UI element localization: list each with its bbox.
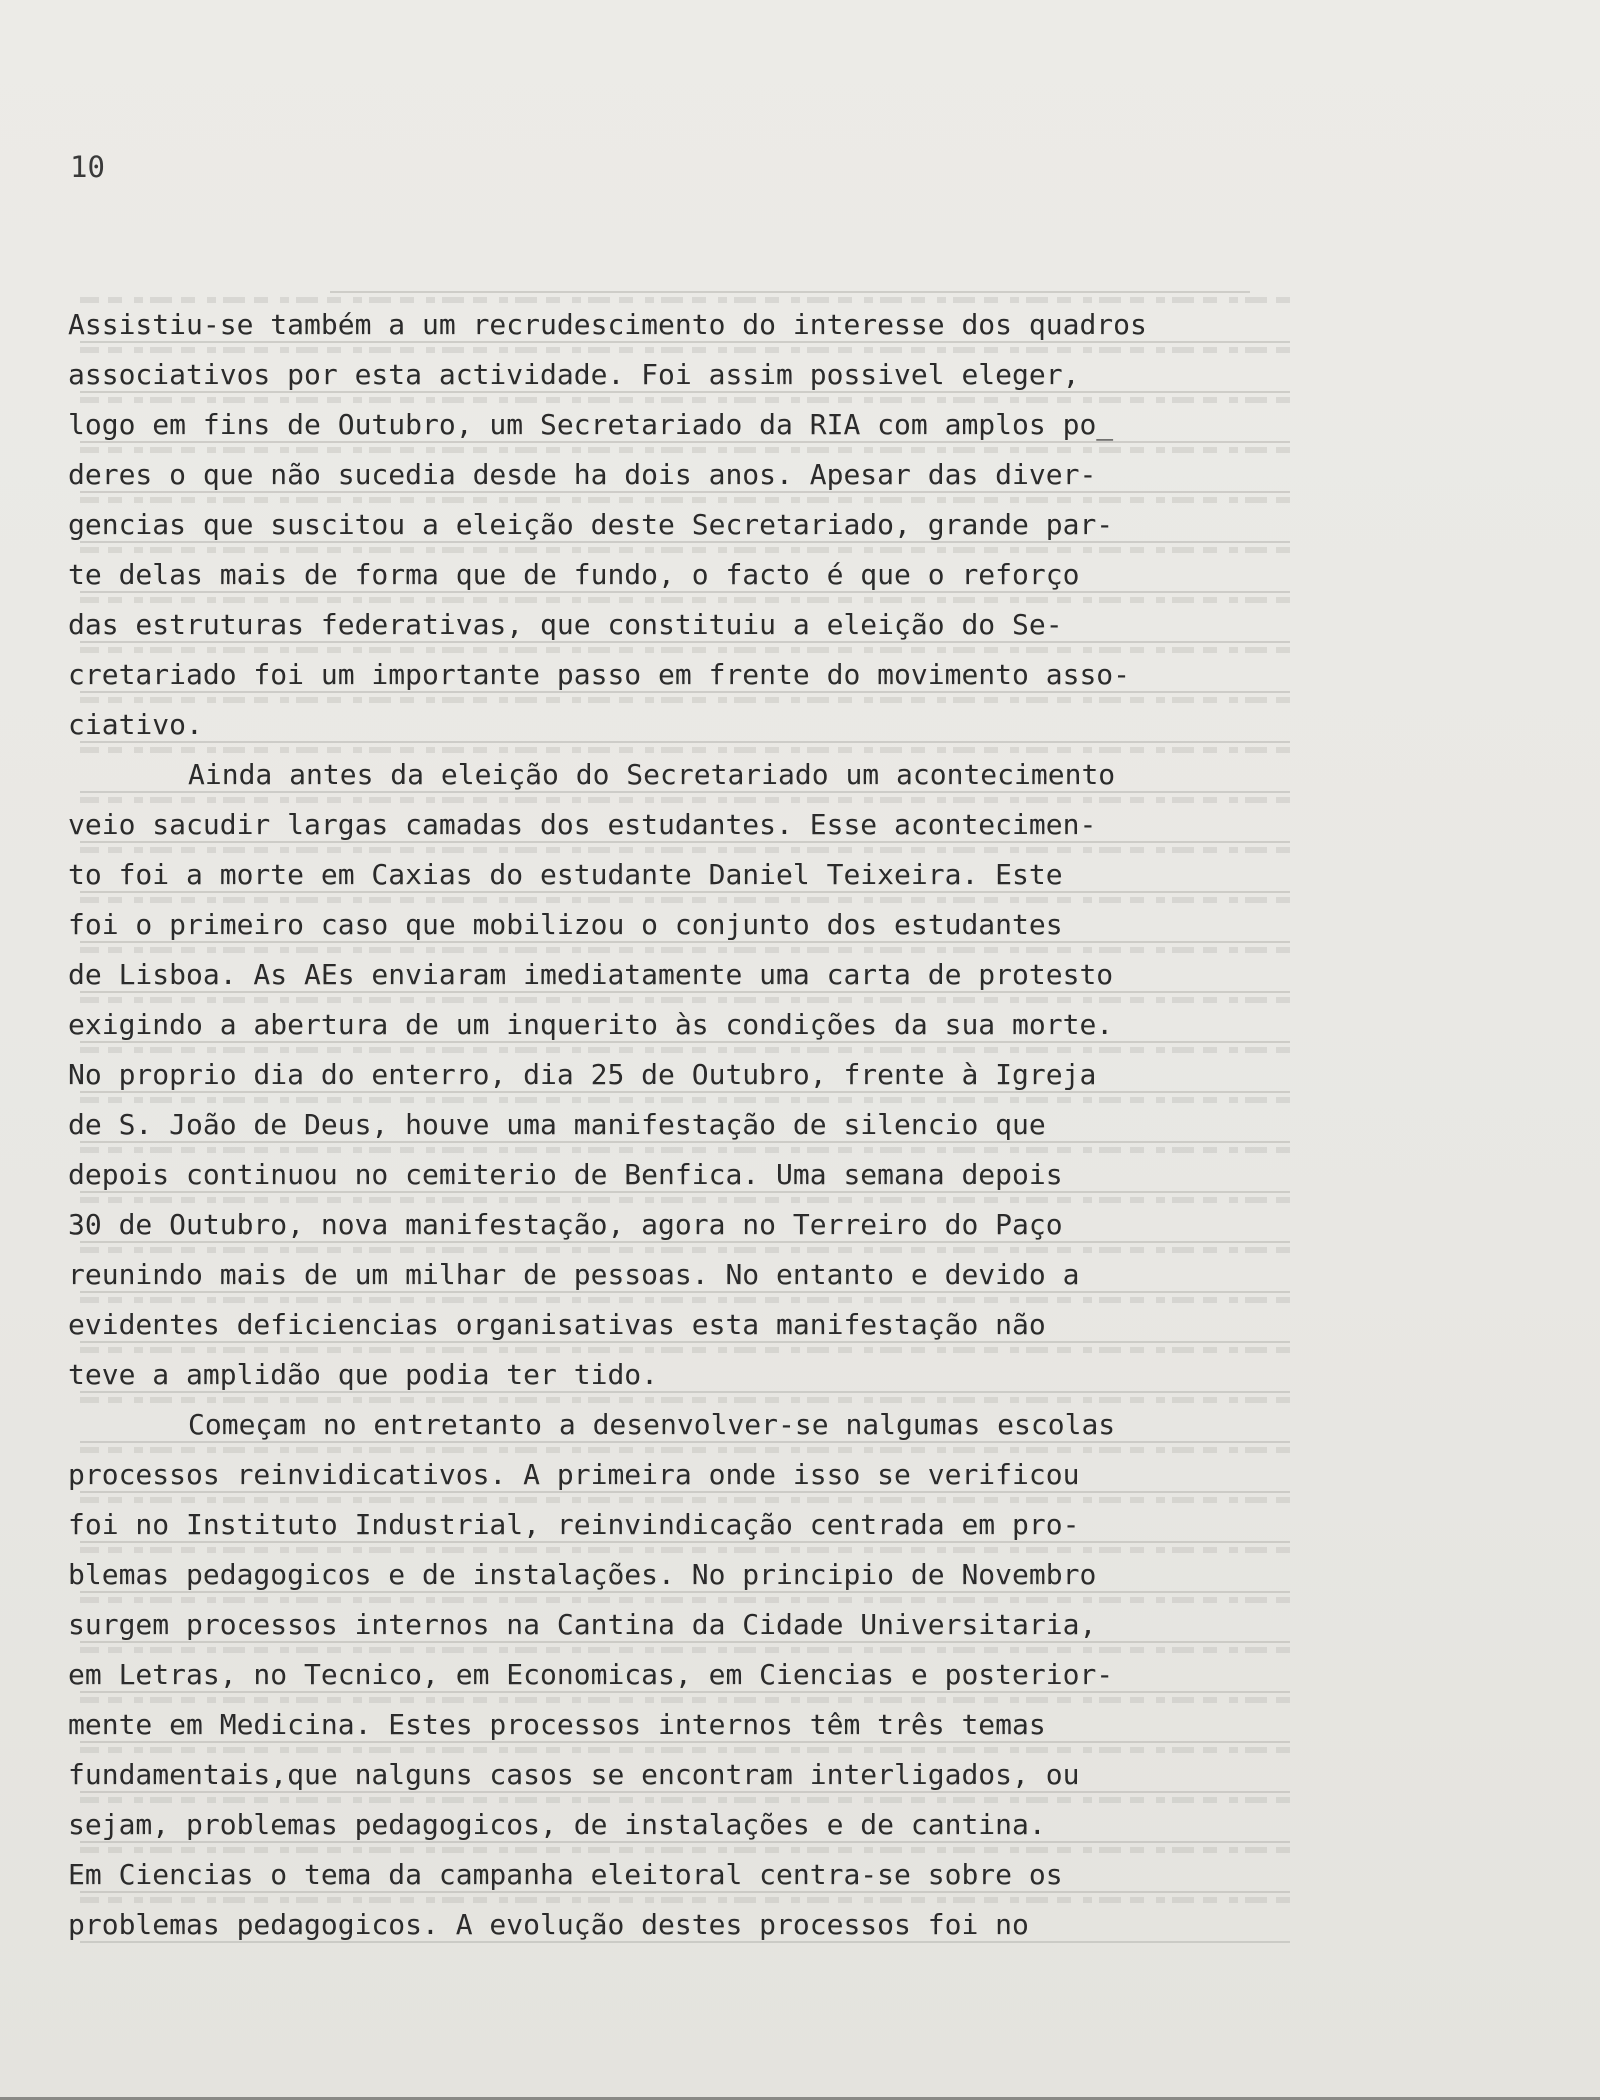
text-line: fundamentais,que nalguns casos se encontram interligados, ou [68, 1758, 1080, 1791]
text-line: mente em Medicina. Estes processos internos têm três temas [68, 1708, 1046, 1741]
text-line: sejam, problemas pedagogicos, de instalações e de cantina. [68, 1808, 1046, 1841]
text-line: No proprio dia do enterro, dia 25 de Outubro, frente à Igreja [68, 1058, 1097, 1091]
paragraph-1 [68, 300, 1358, 750]
text-line: reunindo mais de um milhar de pessoas. No entanto e devido a [68, 1258, 1080, 1291]
text-line: evidentes deficiencias organisativas esta manifestação não [68, 1308, 1046, 1341]
text-line: surgem processos internos na Cantina da Cidade Universitaria, [68, 1608, 1097, 1641]
text-line: logo em fins de Outubro, um Secretariado da RIA com amplos po_ [68, 408, 1114, 441]
body-text [68, 300, 1358, 1950]
text-line: das estruturas federativas, que constituiu a eleição do Se- [68, 608, 1063, 641]
text-line: depois continuou no cemiterio de Benfica. Uma semana depois [68, 1158, 1063, 1191]
text-line: processos reinvidicativos. A primeira onde isso se verificou [68, 1458, 1080, 1491]
text-line: foi no Instituto Industrial, reinvindicação centrada em pro- [68, 1508, 1080, 1541]
paragraph-3 [68, 1400, 1358, 1950]
text-line: deres o que não sucedia desde ha dois anos. Apesar das diver- [68, 458, 1097, 491]
text-line: em Letras, no Tecnico, em Economicas, em Ciencias e posterior- [68, 1658, 1114, 1691]
text-line: exigindo a abertura de um inquerito às condições da sua morte. [68, 1008, 1114, 1041]
text-line: associativos por esta actividade. Foi assim possivel eleger, [68, 358, 1080, 391]
text-line: de Lisboa. As AEs enviaram imediatamente uma carta de protesto [68, 958, 1114, 991]
text-line: to foi a morte em Caxias do estudante Daniel Teixeira. Este [68, 858, 1063, 891]
text-line: Começam no entretanto a desenvolver-se nalgumas escolas [188, 1408, 1116, 1441]
text-line: 30 de Outubro, nova manifestação, agora no Terreiro do Paço [68, 1208, 1063, 1241]
text-line: blemas pedagogicos e de instalações. No principio de Novembro [68, 1558, 1097, 1591]
text-line: Em Ciencias o tema da campanha eleitoral centra-se sobre os [68, 1858, 1063, 1891]
text-line: cretariado foi um importante passo em frente do movimento asso- [68, 658, 1131, 691]
text-line: Ainda antes da eleição do Secretariado um acontecimento [188, 758, 1116, 791]
text-line: te delas mais de forma que de fundo, o facto é que o reforço [68, 558, 1080, 591]
text-line: teve a amplidão que podia ter tido. [68, 1358, 659, 1391]
text-line: foi o primeiro caso que mobilizou o conjunto dos estudantes [68, 908, 1063, 941]
text-line: problemas pedagogicos. A evolução destes processos foi no [68, 1908, 1029, 1941]
text-line: veio sacudir largas camadas dos estudantes. Esse acontecimen- [68, 808, 1097, 841]
text-line: ciativo. [68, 708, 203, 741]
paragraph-2 [68, 750, 1358, 1400]
text-line: Assistiu-se também a um recrudescimento do interesse dos quadros [68, 308, 1147, 341]
text-line: gencias que suscitou a eleição deste Secretariado, grande par- [68, 508, 1114, 541]
text-line: de S. João de Deus, houve uma manifestação de silencio que [68, 1108, 1046, 1141]
page-number: 10 [70, 150, 105, 184]
